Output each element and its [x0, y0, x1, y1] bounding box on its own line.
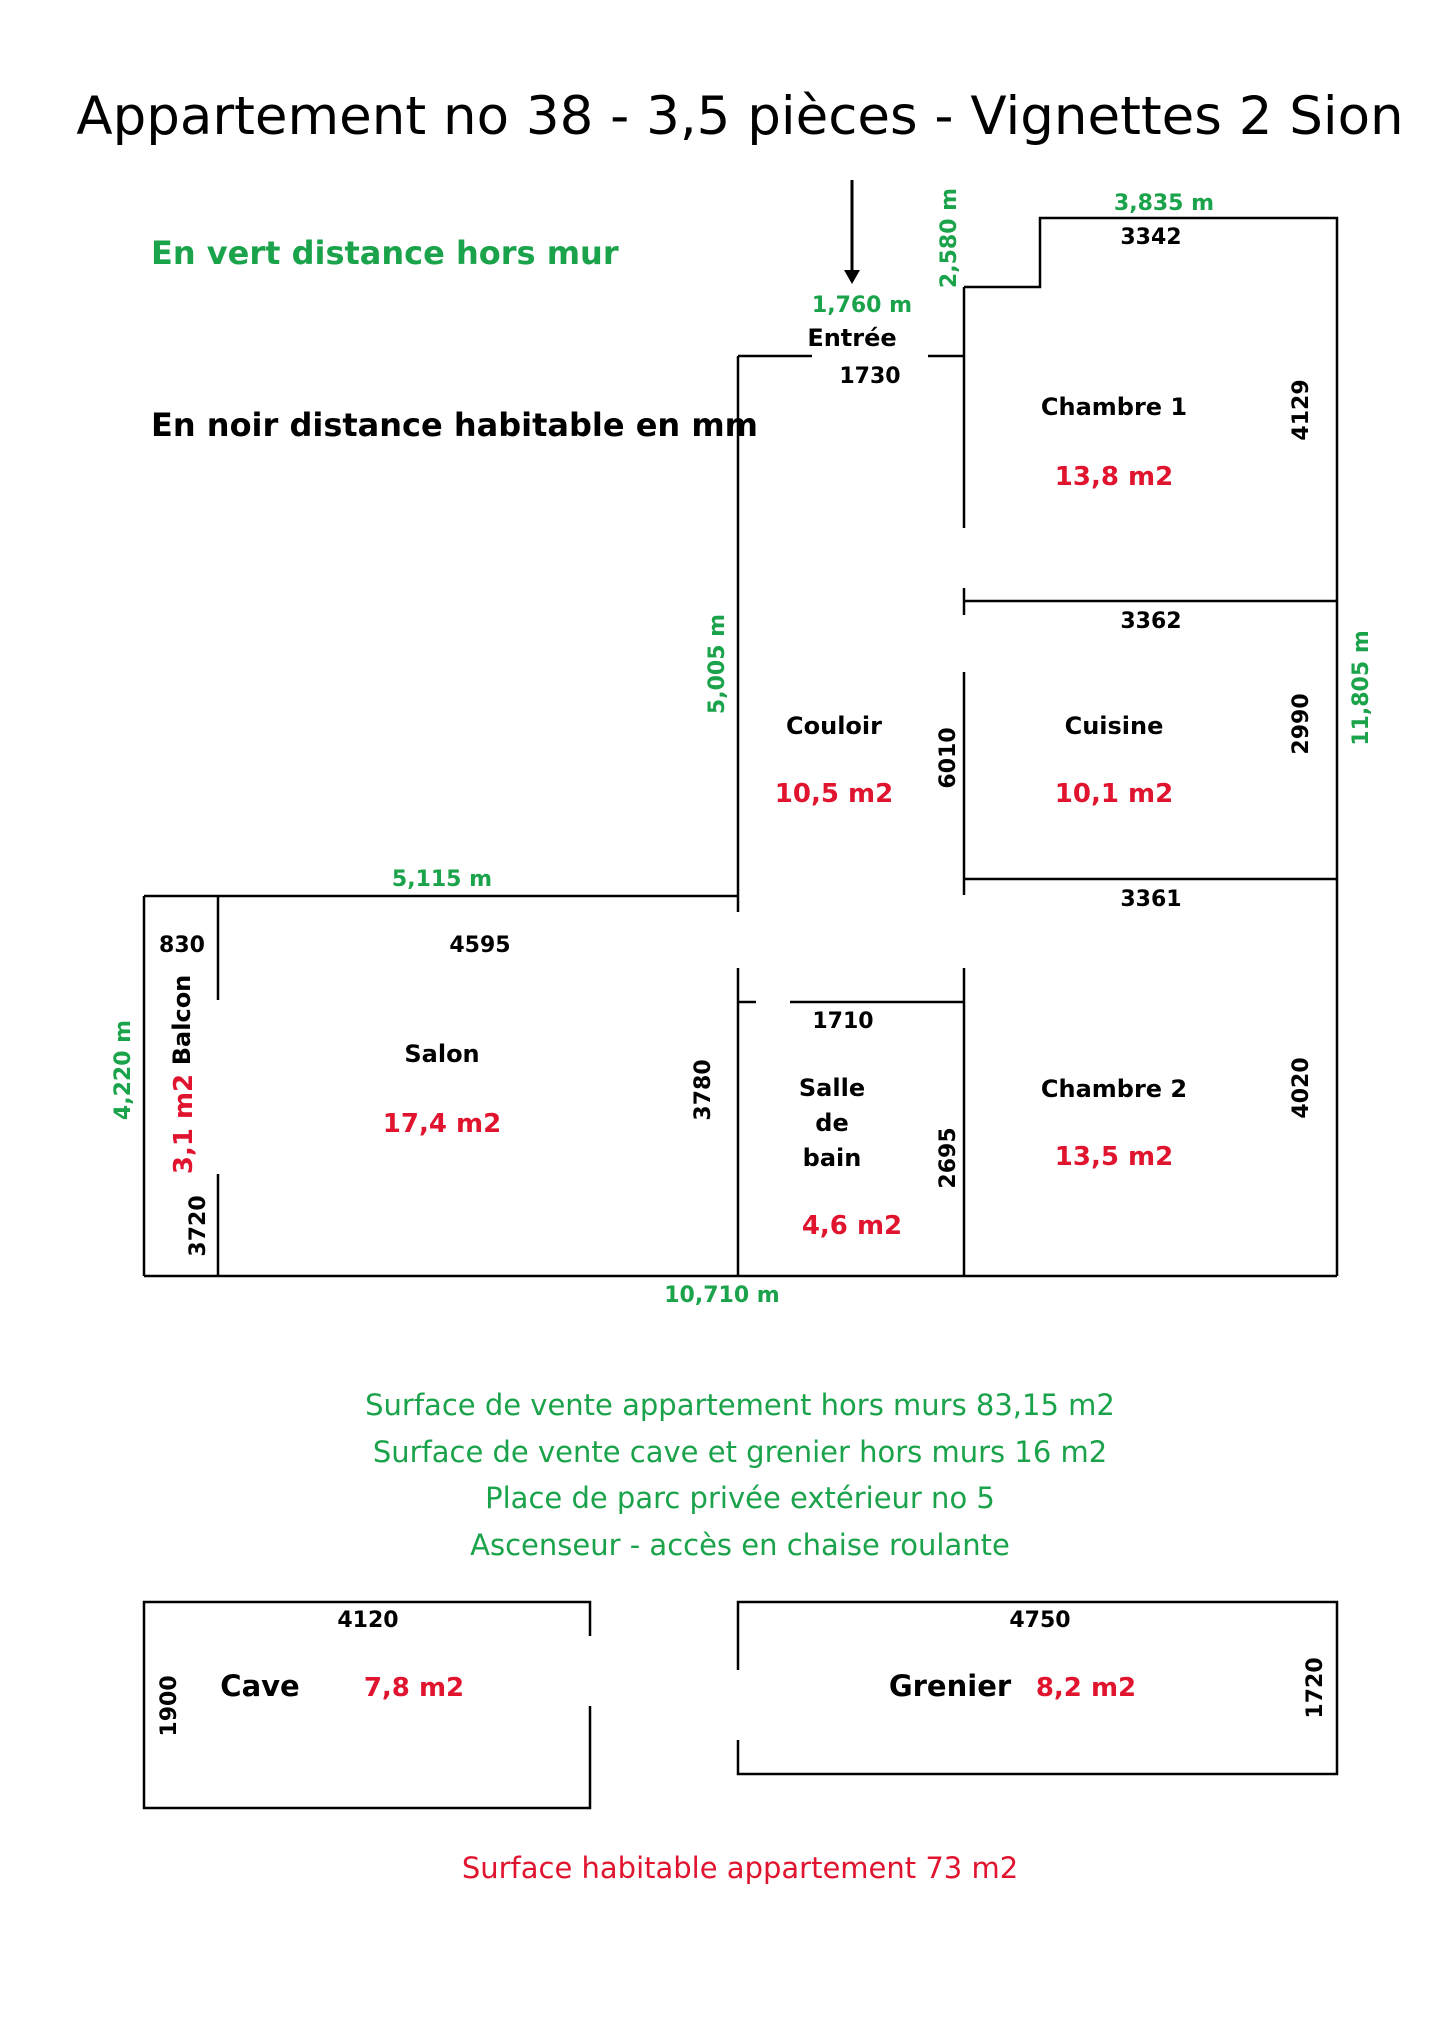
cuisine-label: Cuisine [1064, 712, 1164, 740]
grenier-label: Grenier [888, 1669, 1012, 1703]
salon-side-inner-dim: 3780 [691, 1059, 716, 1121]
sdb-side-inner-dim: 2695 [936, 1127, 961, 1189]
habitable-surface: Surface habitable appartement 73 m2 [461, 1851, 1019, 1885]
grenier-side-dim: 1720 [1303, 1657, 1328, 1719]
plan-title: Appartement no 38 - 3,5 pièces - Vignettes 2 Sion [76, 86, 1404, 147]
info-line-4: Ascenseur - accès en chaise roulante [470, 1528, 1010, 1562]
cave-side-dim: 1900 [157, 1675, 182, 1737]
salon-label: Salon [404, 1040, 480, 1068]
salon-top-outer-dim: 5,115 m [391, 867, 493, 892]
balcon-label: Balcon [168, 974, 196, 1066]
sdb-area: 4,6 m2 [801, 1211, 903, 1241]
cave-label: Cave [220, 1669, 300, 1703]
couloir-area: 10,5 m2 [774, 779, 894, 809]
sdb-top-inner-dim: 1710 [812, 1009, 874, 1034]
entree-label: Entrée [807, 324, 897, 352]
chambre1-area: 13,8 m2 [1054, 462, 1174, 492]
salon-area: 17,4 m2 [382, 1109, 502, 1139]
info-line-3: Place de parc privée extérieur no 5 [485, 1481, 995, 1515]
couloir-label: Couloir [786, 712, 882, 740]
entree-outer-dim: 1,760 m [811, 293, 913, 318]
cuisine-side-inner-dim: 2990 [1289, 693, 1314, 755]
entree-inner-dim: 1730 [839, 364, 901, 389]
apartment-walls [144, 218, 1337, 1276]
chambre2-area: 13,5 m2 [1054, 1142, 1174, 1172]
chambre1-top-outer-dim: 3,835 m [1113, 191, 1215, 216]
chambre1-side-inner-dim: 4129 [1289, 379, 1314, 441]
sdb-label-line2: de [815, 1109, 849, 1137]
couloir-side-outer-dim: 5,005 m [705, 613, 730, 715]
grenier-top-dim: 4750 [1009, 1608, 1071, 1633]
chambre1-step-outer-dim: 2,580 m [937, 187, 962, 289]
balcon-side-outer-dim: 4,220 m [111, 1019, 136, 1121]
cuisine-top-inner-dim: 3362 [1120, 609, 1182, 634]
balcon-side-inner-dim: 3720 [186, 1195, 211, 1257]
balcon-top-inner-dim: 830 [159, 933, 205, 958]
chambre2-side-inner-dim: 4020 [1289, 1057, 1314, 1119]
grenier-area: 8,2 m2 [1035, 1673, 1137, 1703]
cave-area: 7,8 m2 [363, 1673, 465, 1703]
couloir-side-inner-dim: 6010 [936, 727, 961, 789]
info-line-2: Surface de vente cave et grenier hors murs 16 m2 [372, 1435, 1108, 1469]
sdb-label-line1: Salle [798, 1074, 866, 1102]
chambre2-label: Chambre 2 [1040, 1075, 1188, 1103]
sdb-label-line3: bain [802, 1144, 862, 1172]
legend-green: En vert distance hors mur [151, 234, 619, 272]
legend-black: En noir distance habitable en mm [151, 406, 759, 444]
salon-top-inner-dim: 4595 [449, 933, 511, 958]
cuisine-area: 10,1 m2 [1054, 779, 1174, 809]
balcon-area: 3,1 m2 [169, 1073, 199, 1175]
cave-top-dim: 4120 [337, 1608, 399, 1633]
chambre1-top-inner-dim: 3342 [1120, 225, 1182, 250]
overall-height-outer-dim: 11,805 m [1349, 630, 1374, 746]
chambre2-top-inner-dim: 3361 [1120, 887, 1182, 912]
info-line-1: Surface de vente appartement hors murs 83,15 m2 [365, 1388, 1115, 1422]
entrance-arrow-icon [844, 180, 860, 284]
overall-width-outer-dim: 10,710 m [664, 1283, 780, 1308]
chambre1-label: Chambre 1 [1040, 393, 1188, 421]
